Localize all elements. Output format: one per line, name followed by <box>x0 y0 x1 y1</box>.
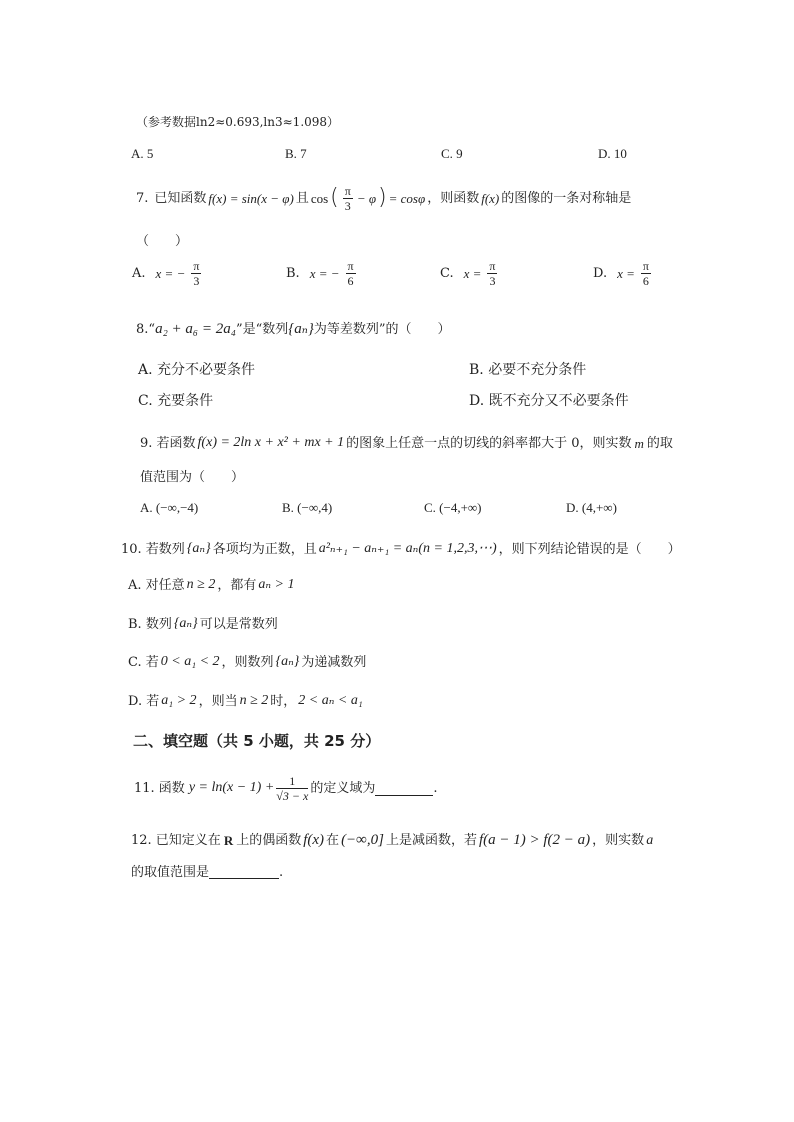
q7-function: f(x) = sin(x − φ) <box>208 190 294 206</box>
q7-text-a: 已知函数 <box>154 190 207 206</box>
question-11-stem: 11. 函数 y = ln(x − 1) + $\frac{1}{√3 - x}$ 的定义域为 . <box>134 773 438 803</box>
q7-cos: cos <box>310 190 329 206</box>
q7-option-a: A. x = − $\frac{\pi}{3}$ <box>132 259 200 288</box>
question-7-stem <box>136 178 631 218</box>
q7-number: 7. <box>136 190 149 206</box>
q9-option-c: C. (−4,+∞) <box>424 500 482 515</box>
question-12-stem: 12. 已知定义在 R 上的偶函数 f(x) 在 (−∞,0] 上是减函数，若 f(a − 1) > f(2 − a) ，则实数 a <box>131 832 654 848</box>
q6-option-b: B. 7 <box>285 146 307 161</box>
q10-option-d: D. 若 a₁ > 2 ，则当 n ≥ 2 时， 2 < aₙ < a₁ <box>128 693 363 709</box>
q6-option-d: D. 10 <box>598 146 627 161</box>
q7-text-d: 的图像的一条对称轴是 <box>501 190 632 206</box>
reference-data: （参考数据ln2≈0.693,ln3≈1.098） <box>136 115 340 129</box>
q8-option-a: A. 充分不必要条件 <box>138 362 256 378</box>
q6-option-a: A. 5 <box>131 146 154 161</box>
q7-text-b: 且 <box>295 190 309 206</box>
q9-option-d: D. (4,+∞) <box>566 500 617 515</box>
q7-option-b: B. x = − $\frac{\pi}{6}$ <box>286 259 354 288</box>
q7-cond-rhs: = cosφ <box>388 190 426 206</box>
q7-f: f(x) <box>481 190 500 206</box>
q7-cond-minus-phi: − φ <box>356 190 377 206</box>
q11-answer-blank[interactable] <box>375 781 433 796</box>
q10-option-a: A. 对任意 n ≥ 2 ，都有 aₙ > 1 <box>128 577 295 593</box>
question-10-stem: 10. 若数列 {aₙ} 各项均为正数，且 a²ₙ₊₁ − aₙ₊₁ = aₙ(n = 1,2,3,⋯) ，则下列结论错误的是（ ） <box>121 541 681 557</box>
q10-option-b: B. 数列 {aₙ} 可以是常数列 <box>128 616 278 632</box>
section-2-heading: 二、填空题（共 5 小题，共 25 分） <box>133 732 381 750</box>
q8-option-c: C. 充要条件 <box>138 393 214 409</box>
q7-answer-paren: （ ） <box>136 234 189 249</box>
q8-option-d: D. 既不充分又不必要条件 <box>469 393 629 409</box>
q9-option-a: A. (−∞,−4) <box>140 500 199 515</box>
q6-option-c: C. 9 <box>441 146 463 161</box>
question-12-stem-cont: 的取值范围是 . <box>131 865 284 880</box>
right-paren-icon: ) <box>378 185 387 210</box>
question-9-stem: 9. 若函数 f(x) = 2ln x + x² + mx + 1 的图象上任意一点的切线的斜率都大于 0，则实数 m 的取 <box>140 435 673 451</box>
q8-option-b: B. 必要不充分条件 <box>469 362 587 378</box>
question-8-stem: 8.“ a₂ + a₆ = 2a₄ ”是“数列 {aₙ} 为等差数列”的（ ） <box>136 321 451 337</box>
q7-option-c: C. x = $\frac{\pi}{3}$ <box>440 259 496 288</box>
q7-text-c: ，则函数 <box>427 190 480 206</box>
q9-stem-cont: 值范围为（ ） <box>140 470 245 485</box>
q7-option-d: D. x = $\frac{\pi}{6}$ <box>593 259 649 288</box>
left-paren-icon: ( <box>330 185 339 210</box>
q10-option-c: C. 若 0 < a₁ < 2 ，则数列 {aₙ} 为递减数列 <box>128 654 367 670</box>
q9-option-b: B. (−∞,4) <box>282 500 333 515</box>
q7-fraction: $\frac{\pi}{3}$ <box>344 183 351 213</box>
q12-answer-blank[interactable] <box>209 864 279 879</box>
